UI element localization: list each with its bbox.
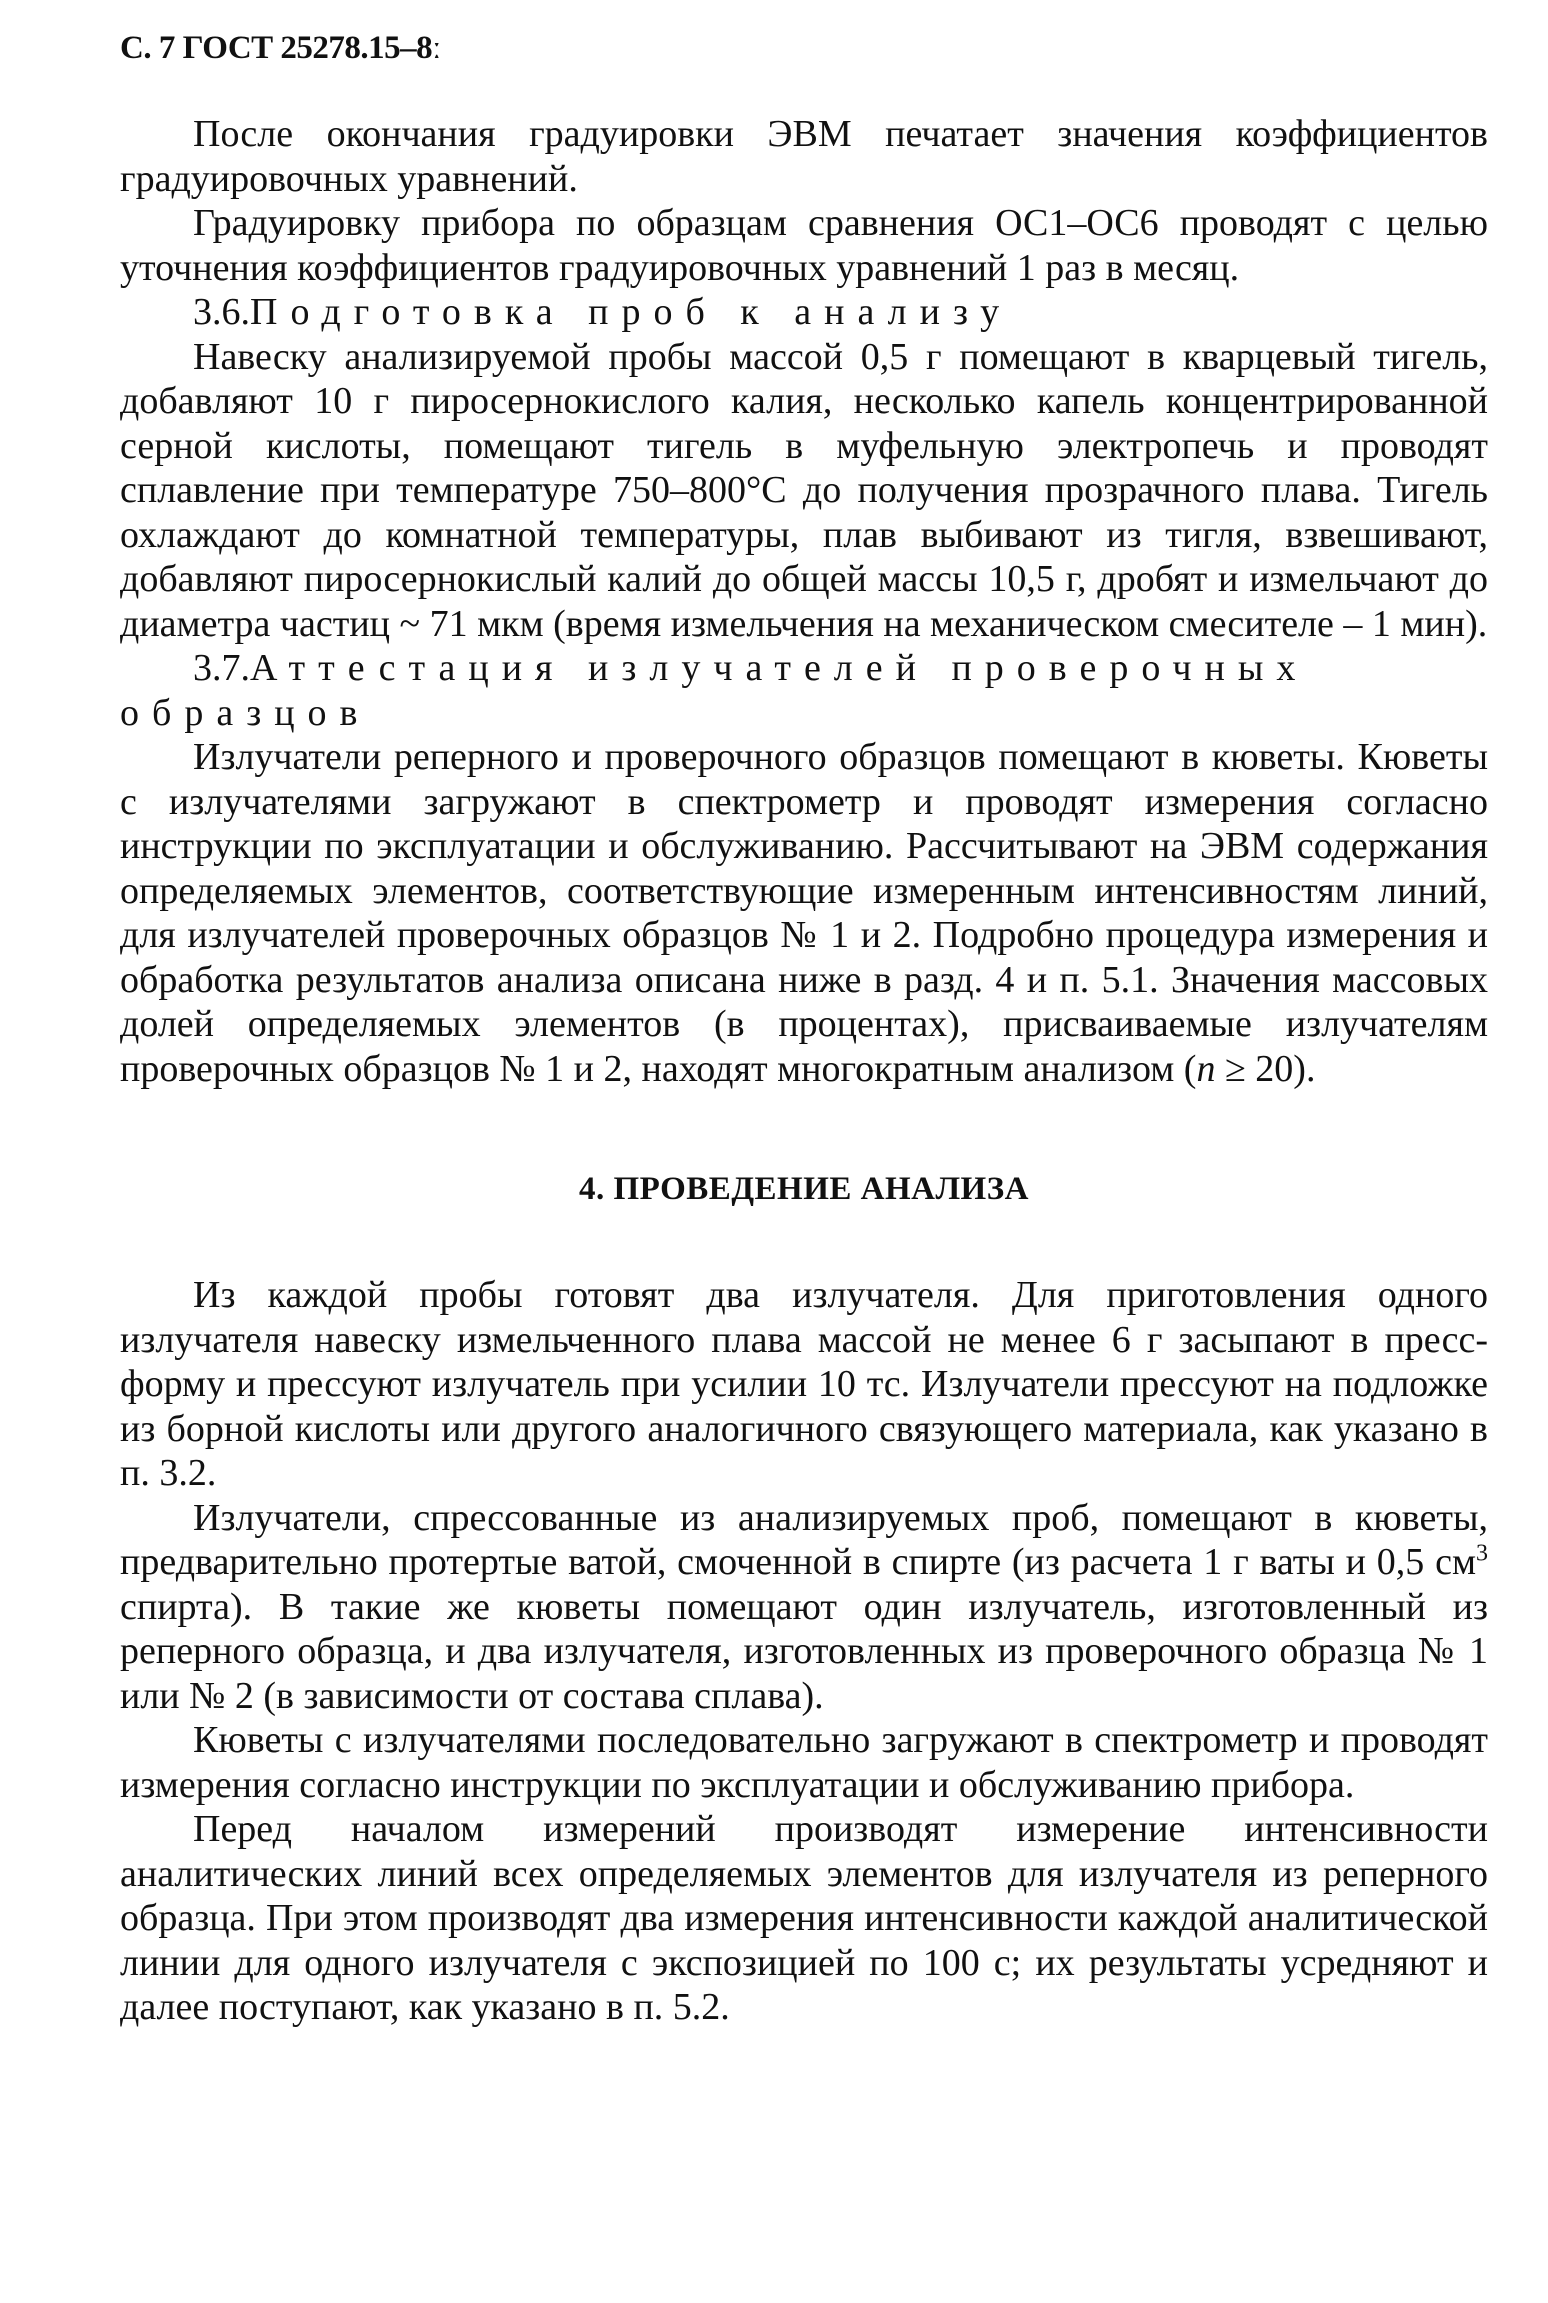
- section-number: 3.7.: [193, 647, 250, 689]
- text-run: Излучатели реперного и проверочного образцов помещают в кюветы. Кюветы с излучателями загружают в спектрометр и проводят измерения согласно инструкции по эксплуатации и обслуживанию. Рассчитывают на ЭВМ содержания определяемых элементов, соответствующие измеренным интенсивностям линий, для излучателей проверочных образцов № 1 и 2. Подробно процедура измерения и обработка результатов анализа описана ниже в разд. 4 и п. 5.1. Значения массовых долей определяемых элементов (в процентах), присваиваемые излучателям проверочных образцов № 1 и 2, находят многократным анализом (: [120, 736, 1488, 1090]
- superscript: 3: [1476, 1540, 1488, 1567]
- text-run: спирта). В такие же кюветы помещают один излучатель, изготовленный из реперного образца, и два излучателя, изготовленных из проверочного образца № 1 или № 2 (в зависимости от состава сплава).: [120, 1585, 1488, 1717]
- section-title-spaced: Подготовка проб к анализу: [250, 291, 1013, 333]
- paragraph-calibration-monthly: Градуировку прибора по образцам сравнения ОС1–ОС6 проводят с целью уточнения коэффициентов градуировочных уравнений 1 раз в месяц.: [120, 202, 1488, 289]
- running-header: С. 7 ГОСТ 25278.15–8ː: [120, 30, 441, 66]
- paragraph-emitter-certification: [120, 735, 1488, 1091]
- document-body: [120, 112, 1488, 2030]
- paragraph-spectrometer-measurement: Кюветы с излучателями последовательно загружают в спектрометр и проводят измерения согласно инструкции по эксплуатации и обслуживанию прибора.: [120, 1719, 1488, 1806]
- paragraph-emitter-pressing: Из каждой пробы готовят два излучателя. Для приготовления одного излучателя навеску измельченного плава массой не менее 6 г засыпают в пресс-форму и прессуют излучатель при усилии 10 тс. Излучатели прессуют на подложке из борной кислоты или другого аналогичного связующего материала, как указано в п. 3.2.: [120, 1274, 1488, 1494]
- section-3-7-title: [120, 646, 1488, 735]
- section-number: 3.6.: [193, 291, 250, 333]
- section-title-spaced: Аттестация излучателей проверочных образцов: [120, 647, 1309, 734]
- section-3-6-title: [120, 290, 1488, 335]
- italic-variable: n: [1196, 1047, 1216, 1090]
- section-4-heading: 4. ПРОВЕДЕНИЕ АНАЛИЗА: [579, 1171, 1029, 1207]
- paragraph-sample-preparation: Навеску анализируемой пробы массой 0,5 г помещают в кварцевый тигель, добавляют 10 г пиросернокислого калия, несколько капель концентрированной серной кислоты, помещают тигель в муфельную электропечь и проводят сплавление при температуре 750–800°С до получения прозрачного плава. Тигель охлаждают до комнатной температуры, плав выбивают из тигля, взвешивают, добавляют пиросернокислый калий до общей массы 10,5 г, дробят и измельчают до диаметра частиц ~ 71 мкм (время измельчения на механическом смесителе – 1 мин).: [120, 335, 1488, 645]
- paragraph-calibration-output: После окончания градуировки ЭВМ печатает значения коэффициентов градуировочных уравнений.: [120, 113, 1488, 200]
- paragraph-cuvette-loading: [120, 1496, 1488, 1719]
- paragraph-reference-measurement: Перед началом измерений производят измерение интенсивности аналитических линий всех определяемых элементов для излучателя из реперного образца. При этом производят два измерения интенсивности каждой аналитической линии для одного излучателя с экспозицией по 100 с; их результаты усредняют и далее поступают, как указано в п. 5.2.: [120, 1808, 1488, 2028]
- text-run: ≥ 20).: [1215, 1047, 1316, 1090]
- text-run: Излучатели, спрессованные из анализируемых проб, помещают в кюветы, предварительно протертые ватой, смоченной в спирте (из расчета 1 г ваты и 0,5 см: [120, 1496, 1488, 1583]
